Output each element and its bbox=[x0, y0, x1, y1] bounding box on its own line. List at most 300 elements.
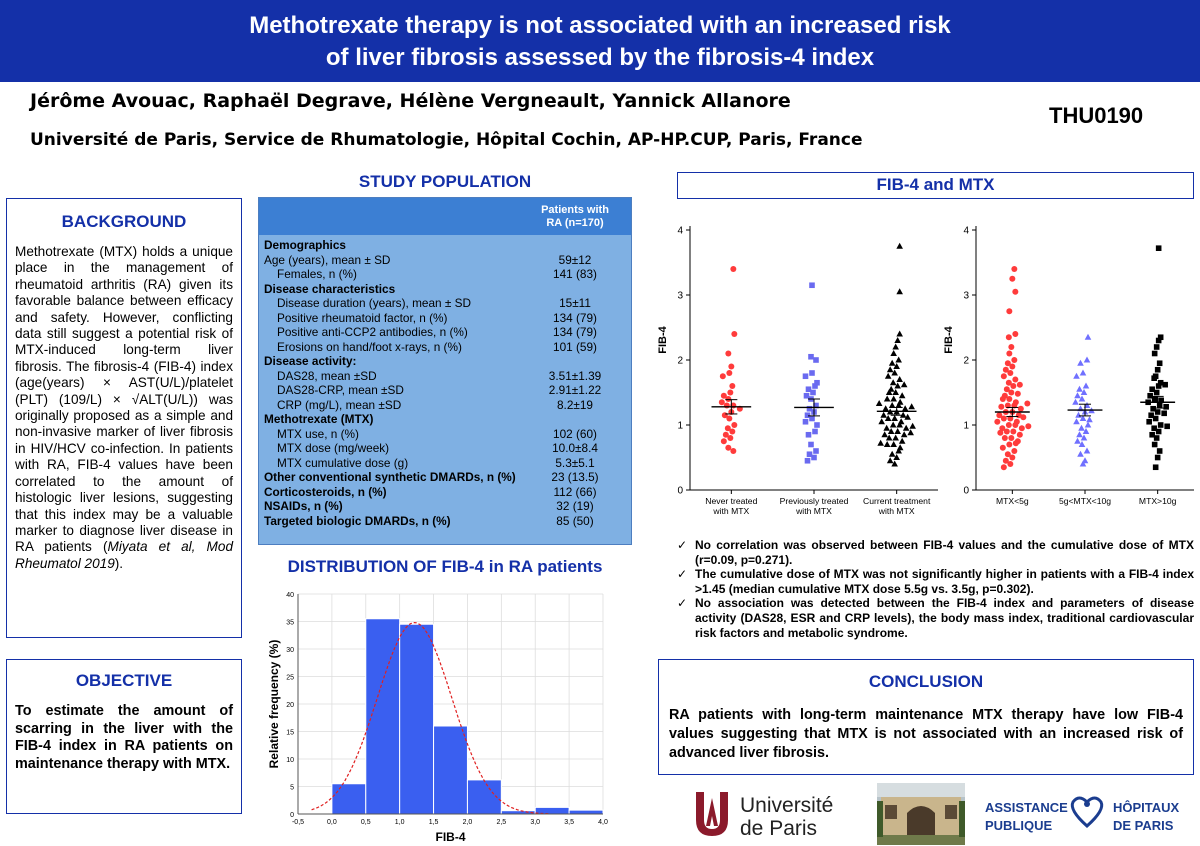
y-tick-label: 4 bbox=[963, 225, 969, 237]
data-point bbox=[1151, 375, 1157, 381]
background-section bbox=[6, 198, 242, 638]
histogram-bar bbox=[332, 784, 366, 814]
y-tick-label: 4 bbox=[677, 225, 683, 237]
data-point bbox=[811, 455, 817, 461]
data-point bbox=[1084, 357, 1091, 363]
y-axis-label: Relative frequency (%) bbox=[267, 639, 281, 769]
table-row bbox=[259, 398, 631, 413]
data-point bbox=[1156, 429, 1162, 435]
table-row bbox=[259, 441, 631, 456]
row-label: Age (years), mean ± SD bbox=[264, 252, 391, 267]
row-value: 15±11 bbox=[559, 296, 591, 310]
data-point bbox=[1152, 351, 1158, 357]
data-point bbox=[1004, 429, 1010, 435]
title-line-1: Methotrexate therapy is not associated with an increased risk bbox=[249, 12, 951, 39]
row-label: Targeted biologic DMARDs, n (%) bbox=[264, 513, 451, 528]
table-row bbox=[259, 354, 631, 369]
data-point bbox=[721, 438, 727, 444]
x-tick-label: 3,0 bbox=[530, 819, 541, 826]
table-row bbox=[259, 499, 631, 514]
column-header-line-1: Patients with bbox=[541, 204, 609, 216]
row-value: 59±12 bbox=[558, 252, 592, 267]
data-point bbox=[1156, 383, 1162, 389]
row-label: Disease characteristics bbox=[264, 281, 396, 296]
data-point bbox=[1002, 435, 1008, 441]
data-point bbox=[1012, 377, 1018, 383]
data-point bbox=[814, 422, 820, 428]
data-point bbox=[1006, 351, 1012, 357]
table-row bbox=[259, 383, 631, 398]
data-point bbox=[908, 403, 915, 409]
data-point bbox=[725, 396, 731, 402]
data-point bbox=[1154, 390, 1160, 396]
data-point bbox=[1008, 390, 1014, 396]
data-point bbox=[890, 350, 897, 356]
row-label: Disease activity: bbox=[264, 354, 357, 368]
title-banner bbox=[0, 0, 1200, 82]
data-point bbox=[812, 429, 818, 435]
table-row bbox=[259, 485, 631, 500]
data-point bbox=[1009, 364, 1015, 370]
x-tick-label: 1,5 bbox=[428, 819, 439, 826]
background-citation: Miyata et al, Mod Rheumatol 2019 bbox=[15, 539, 234, 571]
checkmark-icon: ✓ bbox=[677, 567, 688, 582]
row-label: MTX use, n (%) bbox=[277, 426, 359, 441]
y-tick-label: 3 bbox=[677, 290, 683, 302]
data-point bbox=[1000, 445, 1006, 451]
fib-mtx-title: FIB-4 and MTX bbox=[677, 172, 1194, 199]
x-tick-label: -0,5 bbox=[291, 819, 305, 826]
data-point bbox=[1157, 360, 1163, 366]
data-point bbox=[1077, 451, 1084, 457]
conclusion-section bbox=[658, 659, 1194, 775]
fib4-histogram bbox=[258, 584, 618, 846]
category-label: MTX>10g bbox=[1138, 496, 1177, 506]
category-label: MTX<5g bbox=[995, 496, 1029, 506]
data-point bbox=[1024, 401, 1030, 407]
y-tick-label: 1 bbox=[963, 420, 969, 432]
data-point bbox=[890, 422, 897, 428]
y-tick-label: 0 bbox=[963, 485, 969, 497]
y-tick-label: 5 bbox=[290, 784, 294, 792]
data-point bbox=[887, 457, 894, 463]
table-body bbox=[259, 235, 631, 528]
data-point bbox=[1078, 425, 1085, 431]
data-point bbox=[1011, 266, 1017, 272]
data-point bbox=[891, 415, 898, 421]
data-point bbox=[730, 266, 736, 272]
data-point bbox=[885, 373, 892, 379]
data-point bbox=[803, 373, 809, 379]
row-value: 32 (19) bbox=[556, 499, 594, 513]
data-point bbox=[1074, 392, 1081, 398]
data-point bbox=[896, 376, 903, 382]
data-point bbox=[728, 364, 734, 370]
row-label: CRP (mg/L), mean ±SD bbox=[277, 397, 402, 412]
row-label: Females, n (%) bbox=[277, 267, 357, 281]
row-label: Methotrexate (MTX) bbox=[264, 412, 374, 426]
data-point bbox=[890, 379, 897, 385]
table-row bbox=[259, 296, 631, 311]
row-value: 10.0±8.4 bbox=[552, 441, 598, 455]
objective-title: OBJECTIVE bbox=[75, 671, 173, 690]
row-label: Positive anti-CCP2 antibodies, n (%) bbox=[277, 325, 468, 339]
x-tick-label: 3,5 bbox=[564, 819, 574, 826]
data-point bbox=[1080, 370, 1087, 376]
table-row bbox=[259, 427, 631, 442]
findings-list bbox=[677, 538, 1194, 640]
data-point bbox=[720, 373, 726, 379]
data-point bbox=[1006, 442, 1012, 448]
data-point bbox=[1153, 416, 1159, 422]
data-point bbox=[1073, 373, 1080, 379]
data-point bbox=[1008, 344, 1014, 350]
data-point bbox=[892, 435, 899, 441]
column-header bbox=[525, 204, 625, 230]
data-point bbox=[1155, 367, 1161, 373]
category-label: with MTX bbox=[713, 506, 750, 516]
y-axis-label: FIB-4 bbox=[943, 326, 955, 354]
x-tick-label: 2,0 bbox=[462, 819, 473, 826]
data-point bbox=[890, 396, 897, 402]
data-point bbox=[887, 366, 894, 372]
category-label: Never treated bbox=[705, 496, 758, 506]
table-row bbox=[259, 369, 631, 384]
data-point bbox=[1164, 424, 1170, 430]
y-tick-label: 3 bbox=[963, 290, 969, 302]
data-point bbox=[1017, 432, 1023, 438]
row-value: 85 (50) bbox=[556, 513, 594, 528]
data-point bbox=[814, 380, 820, 386]
data-point bbox=[1001, 373, 1007, 379]
histogram-bar bbox=[535, 807, 569, 814]
y-tick-label: 0 bbox=[677, 485, 683, 497]
category-label: with MTX bbox=[796, 506, 832, 516]
data-point bbox=[727, 390, 733, 396]
data-point bbox=[1011, 357, 1017, 363]
data-point bbox=[894, 337, 901, 343]
data-point bbox=[803, 419, 809, 425]
data-point bbox=[1013, 440, 1019, 446]
data-point bbox=[997, 430, 1003, 436]
column-header-line-2: RA (n=170) bbox=[546, 217, 604, 229]
data-point bbox=[1163, 404, 1169, 410]
data-point bbox=[1084, 448, 1091, 454]
data-point bbox=[724, 403, 730, 409]
data-point bbox=[1006, 334, 1012, 340]
row-label: Erosions on hand/foot x-rays, n (%) bbox=[277, 339, 462, 354]
data-point bbox=[1085, 422, 1092, 428]
data-point bbox=[719, 399, 725, 405]
category-label: Previously treated bbox=[779, 496, 849, 506]
aphp-hopitaux: HÔPITAUX bbox=[1113, 800, 1180, 815]
scatter-mtx-treatment bbox=[648, 212, 940, 524]
data-point bbox=[805, 412, 811, 418]
data-point bbox=[731, 331, 737, 337]
data-point bbox=[1154, 435, 1160, 441]
data-point bbox=[889, 451, 896, 457]
data-point bbox=[1161, 411, 1167, 417]
row-label: Other conventional synthetic DMARDs, n (%) bbox=[264, 470, 516, 484]
affiliation: Université de Paris, Service de Rhumatologie, Hôpital Cochin, AP-HP.CUP, Paris, France bbox=[30, 130, 863, 150]
data-point bbox=[878, 418, 885, 424]
data-point bbox=[1146, 419, 1152, 425]
study-population-title: STUDY POPULATION bbox=[358, 172, 532, 191]
data-point bbox=[1076, 431, 1083, 437]
data-point bbox=[1006, 396, 1012, 402]
universite-line-1: Université bbox=[740, 794, 834, 817]
row-label: MTX cumulative dose (g) bbox=[277, 455, 409, 470]
data-point bbox=[726, 416, 732, 422]
data-point bbox=[813, 357, 819, 363]
data-point bbox=[1072, 399, 1079, 405]
data-point bbox=[889, 360, 896, 366]
study-population-table bbox=[258, 197, 632, 545]
data-point bbox=[880, 412, 887, 418]
data-point bbox=[1017, 382, 1023, 388]
x-tick-label: 2,5 bbox=[496, 819, 507, 826]
table-row bbox=[259, 311, 631, 326]
checkmark-icon: ✓ bbox=[677, 596, 688, 611]
row-label: Positive rheumatoid factor, n (%) bbox=[277, 310, 448, 325]
hospital-building-photo bbox=[877, 783, 965, 845]
aphp-assistance: ASSISTANCE bbox=[985, 800, 1068, 815]
y-tick-label: 0 bbox=[290, 812, 294, 819]
row-label: Disease duration (years), mean ± SD bbox=[277, 296, 471, 310]
data-point bbox=[725, 351, 731, 357]
data-point bbox=[892, 344, 899, 350]
data-point bbox=[894, 428, 901, 434]
checkmark-icon: ✓ bbox=[677, 538, 688, 552]
table-row bbox=[259, 267, 631, 282]
x-tick-label: 0,5 bbox=[360, 819, 371, 826]
row-label: Corticosteroids, n (%) bbox=[264, 484, 387, 499]
data-point bbox=[1162, 382, 1168, 388]
row-value: 3.51±1.39 bbox=[548, 368, 602, 383]
data-point bbox=[1155, 455, 1161, 461]
data-point bbox=[729, 429, 735, 435]
x-tick-label: 1,0 bbox=[394, 819, 405, 826]
finding-item bbox=[677, 538, 1194, 567]
row-value: 2.91±1.22 bbox=[548, 383, 602, 397]
data-point bbox=[1006, 422, 1012, 428]
x-tick-label: 0,0 bbox=[327, 819, 337, 826]
data-point bbox=[901, 431, 908, 437]
category-label: with MTX bbox=[878, 506, 915, 516]
y-tick-label: 15 bbox=[286, 729, 294, 737]
scatter-mtx-dose bbox=[940, 212, 1196, 524]
data-point bbox=[890, 441, 897, 447]
aphp-publique: PUBLIQUE bbox=[985, 818, 1053, 833]
data-point bbox=[895, 357, 902, 363]
conclusion-title: CONCLUSION bbox=[868, 672, 984, 691]
table-row bbox=[259, 253, 631, 268]
aphp-logo bbox=[983, 790, 1195, 842]
row-value: 134 (79) bbox=[553, 310, 597, 325]
objective-text: To estimate the amount of scarring in the liver with the FIB-4 index in RA patients on maintenance therapy with MTX. bbox=[15, 703, 233, 772]
table-header bbox=[259, 198, 631, 235]
aphp-de-paris: DE PARIS bbox=[1113, 818, 1174, 833]
data-point bbox=[881, 431, 888, 437]
data-point bbox=[884, 396, 891, 402]
data-point bbox=[1086, 416, 1093, 422]
data-point bbox=[1008, 435, 1014, 441]
data-point bbox=[1156, 338, 1162, 344]
data-point bbox=[909, 423, 916, 429]
data-point bbox=[1155, 409, 1161, 415]
data-point bbox=[809, 282, 815, 288]
data-point bbox=[1077, 360, 1084, 366]
data-point bbox=[1010, 383, 1016, 389]
data-point bbox=[729, 383, 735, 389]
row-value: 23 (13.5) bbox=[551, 470, 599, 484]
y-tick-label: 2 bbox=[963, 355, 969, 367]
data-point bbox=[1007, 370, 1013, 376]
data-point bbox=[884, 441, 891, 447]
data-point bbox=[876, 400, 883, 406]
poster-id: THU0190 bbox=[1049, 103, 1144, 128]
finding-text: No association was detected between the FIB-4 index and parameters of disease activity (DAS28, ESR and CRP levels), the body mass index, traditional cardiovascular risk factors and metabolic syndrome. bbox=[695, 596, 1194, 640]
data-point bbox=[883, 425, 890, 431]
objective-section bbox=[6, 659, 242, 814]
data-point bbox=[1012, 422, 1018, 428]
data-point bbox=[1025, 423, 1031, 429]
histogram-bar bbox=[400, 624, 434, 814]
data-point bbox=[726, 370, 732, 376]
row-value: 102 (60) bbox=[553, 426, 597, 441]
row-value: 112 (66) bbox=[553, 484, 597, 499]
y-axis-label: FIB-4 bbox=[657, 326, 669, 354]
data-point bbox=[1012, 289, 1018, 295]
category-label: Current treatment bbox=[862, 496, 931, 506]
y-tick-label: 10 bbox=[286, 757, 294, 764]
data-point bbox=[1073, 418, 1080, 424]
histogram-bar bbox=[569, 810, 603, 814]
data-point bbox=[730, 448, 736, 454]
table-row bbox=[259, 470, 631, 485]
data-point bbox=[805, 458, 811, 464]
background-text bbox=[7, 244, 241, 572]
data-point bbox=[1157, 448, 1163, 454]
data-point bbox=[1010, 429, 1016, 435]
data-point bbox=[809, 370, 815, 376]
data-point bbox=[902, 405, 909, 411]
background-title: BACKGROUND bbox=[61, 212, 187, 231]
table-row bbox=[259, 514, 631, 529]
data-point bbox=[1074, 438, 1081, 444]
table-row bbox=[259, 325, 631, 340]
data-point bbox=[882, 405, 889, 411]
data-point bbox=[1011, 448, 1017, 454]
background-end: ). bbox=[114, 555, 124, 571]
data-point bbox=[808, 442, 814, 448]
data-point bbox=[896, 243, 903, 249]
data-point bbox=[1015, 391, 1021, 397]
y-tick-label: 30 bbox=[286, 647, 294, 654]
data-point bbox=[1000, 396, 1006, 402]
data-point bbox=[896, 288, 903, 294]
background-body: Methotrexate (MTX) holds a unique place in the management of rheumatoid arthritis (RA) given its favorable balance between efficacy and safety. However, conflicting data still suggest a potential risk of MTX-induced long-term liver fibrosis. The fibrosis-4 (FIB-4) index (age(years) × AST(U/L)/platelet (PLT) (109/L) × √ALT(U/L)) was originally proposed as a simple and non-invasive marker of liver fibrosis in HIV/HCV co-infection. In patients with RA, FIB-4 values have been correlated to the amount of histologic liver lesions, suggesting that this index may be a valuable marker to diagnose liver disease in RA patients ( bbox=[15, 244, 233, 555]
y-tick-label: 20 bbox=[286, 702, 294, 709]
finding-item bbox=[677, 567, 1194, 596]
x-axis-label: FIB-4 bbox=[435, 830, 466, 844]
row-label: MTX dose (mg/week) bbox=[277, 441, 390, 455]
y-tick-label: 2 bbox=[677, 355, 683, 367]
table-row bbox=[259, 238, 631, 253]
data-point bbox=[901, 381, 908, 387]
table-row bbox=[259, 412, 631, 427]
data-point bbox=[896, 331, 903, 337]
category-label: 5g<MTX<10g bbox=[1058, 496, 1112, 506]
data-point bbox=[1009, 276, 1015, 282]
row-value: 134 (79) bbox=[553, 325, 597, 339]
data-point bbox=[1076, 386, 1083, 392]
data-point bbox=[1001, 416, 1007, 422]
universite-line-2: de Paris bbox=[740, 817, 818, 840]
data-point bbox=[810, 390, 816, 396]
row-label: DAS28, mean ±SD bbox=[277, 368, 377, 383]
data-point bbox=[1153, 464, 1159, 470]
data-point bbox=[731, 422, 737, 428]
finding-text: No correlation was observed between FIB-4 values and the cumulative dose of MTX (r=0.09, p=0.271). bbox=[695, 538, 1194, 567]
data-point bbox=[806, 432, 812, 438]
row-value: 101 (59) bbox=[553, 339, 597, 354]
data-point bbox=[1158, 422, 1164, 428]
data-point bbox=[1018, 406, 1024, 412]
authors: Jérôme Avouac, Raphaël Degrave, Hélène Vergneault, Yannick Allanore bbox=[30, 90, 791, 112]
data-point bbox=[727, 435, 733, 441]
table-row bbox=[259, 282, 631, 297]
finding-text: The cumulative dose of MTX was not significantly higher in patients with a FIB-4 index >1.45 (median cumulative MTX dose 5.5g vs. 3.5g, p=0.302). bbox=[695, 567, 1194, 596]
conclusion-text: RA patients with long-term maintenance MTX therapy have low FIB-4 values suggesting that MTX is not associated with an increased risk of advanced liver fibrosis. bbox=[669, 707, 1183, 761]
y-tick-label: 25 bbox=[286, 674, 294, 682]
y-tick-label: 40 bbox=[286, 592, 294, 599]
data-point bbox=[903, 425, 910, 431]
distribution-title: DISTRIBUTION OF FIB-4 in RA patients bbox=[287, 557, 603, 576]
data-point bbox=[998, 404, 1004, 410]
data-point bbox=[1152, 396, 1158, 402]
table-row bbox=[259, 340, 631, 355]
row-label: Demographics bbox=[264, 238, 346, 252]
data-point bbox=[877, 440, 884, 446]
row-label: DAS28-CRP, mean ±SD bbox=[277, 383, 404, 397]
data-point bbox=[1006, 308, 1012, 314]
x-tick-label: 4,0 bbox=[598, 819, 608, 826]
data-point bbox=[1083, 383, 1090, 389]
data-point bbox=[899, 438, 906, 444]
universite-de-paris-logo bbox=[692, 786, 862, 842]
finding-item bbox=[677, 596, 1194, 640]
data-point bbox=[1001, 464, 1007, 470]
data-point bbox=[994, 419, 1000, 425]
data-point bbox=[1012, 331, 1018, 337]
title-line-2: of liver fibrosis assessed by the fibrosis-4 index bbox=[325, 44, 875, 71]
data-point bbox=[1020, 414, 1026, 420]
data-point bbox=[1085, 334, 1092, 340]
y-tick-label: 35 bbox=[286, 619, 294, 627]
data-point bbox=[1007, 461, 1013, 467]
histogram-bar bbox=[434, 726, 468, 814]
row-label: NSAIDs, n (%) bbox=[264, 499, 343, 513]
row-value: 5.3±5.1 bbox=[555, 455, 595, 470]
data-point bbox=[1156, 245, 1162, 251]
data-point bbox=[808, 354, 814, 360]
data-point bbox=[1152, 442, 1158, 448]
y-tick-label: 1 bbox=[677, 420, 683, 432]
data-point bbox=[1019, 425, 1025, 431]
table-row bbox=[259, 456, 631, 471]
row-value: 141 (83) bbox=[553, 267, 597, 281]
